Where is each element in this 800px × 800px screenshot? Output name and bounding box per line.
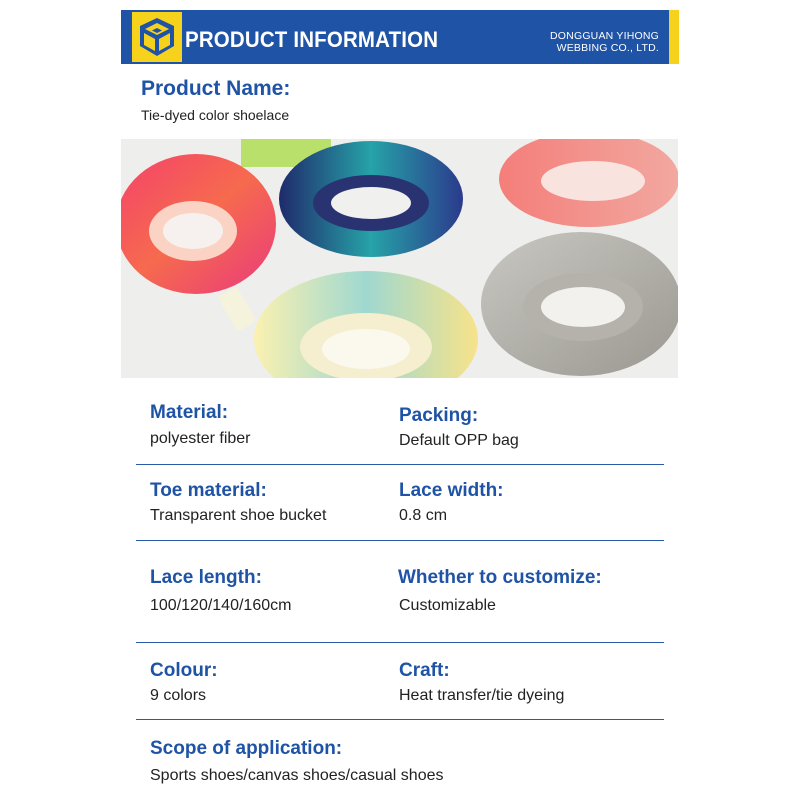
scope-value: Sports shoes/canvas shoes/casual shoes	[150, 767, 444, 784]
company-name-line2: WEBBING CO., LTD.	[556, 42, 659, 54]
page-title: PRODUCT INFORMATION	[185, 27, 439, 52]
packing-label: Packing:	[399, 405, 479, 426]
scope-label: Scope of application:	[150, 738, 343, 759]
company-logo-icon	[132, 12, 182, 62]
lace-length-label: Lace length:	[150, 567, 262, 588]
customize-label: Whether to customize:	[398, 567, 602, 588]
header-accent-stripe	[669, 10, 679, 64]
product-name-label: Product Name:	[141, 77, 291, 100]
material-value: polyester fiber	[150, 430, 251, 447]
section-divider	[136, 642, 664, 643]
craft-label: Craft:	[399, 660, 450, 681]
packing-value: Default OPP bag	[399, 432, 519, 449]
company-name-line1: DONGGUAN YIHONG	[550, 30, 659, 42]
lace-width-label: Lace width:	[399, 480, 504, 501]
header-banner	[121, 10, 679, 64]
lace-length-value: 100/120/140/160cm	[150, 597, 292, 614]
material-label: Material:	[150, 402, 229, 423]
section-divider	[136, 719, 664, 720]
toe-material-label: Toe material:	[150, 480, 267, 501]
section-divider	[136, 464, 664, 465]
section-divider	[136, 540, 664, 541]
lace-width-value: 0.8 cm	[399, 507, 448, 524]
craft-value: Heat transfer/tie dyeing	[399, 687, 565, 704]
colour-value: 9 colors	[150, 687, 207, 704]
colour-label: Colour:	[150, 660, 218, 681]
customize-value: Customizable	[399, 597, 496, 614]
toe-material-value: Transparent shoe bucket	[150, 507, 327, 524]
product-photo	[121, 139, 678, 378]
company-name	[550, 30, 659, 54]
product-name-value: Tie-dyed color shoelace	[141, 107, 290, 123]
